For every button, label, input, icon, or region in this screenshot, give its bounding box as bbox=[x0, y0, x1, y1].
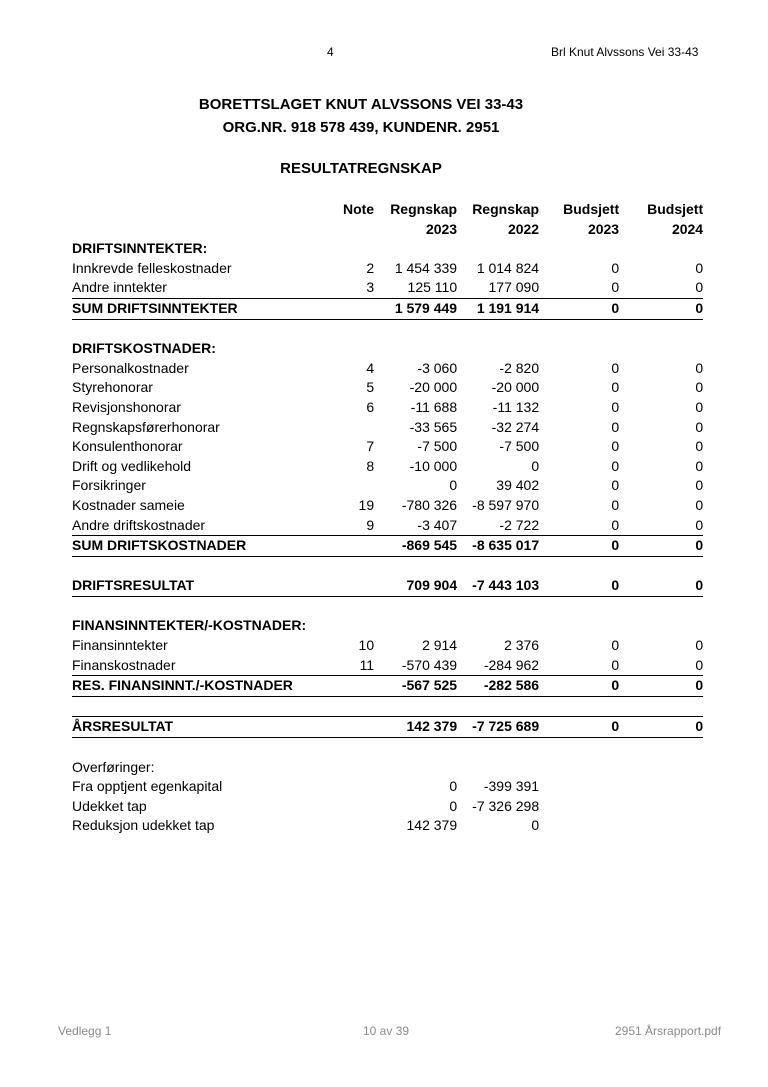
column-year-row bbox=[72, 220, 703, 240]
row-budsjett-2023: 0 bbox=[539, 298, 619, 319]
row-regnskap-2022: -282 586 bbox=[457, 676, 539, 697]
row-regnskap-2023: -570 439 bbox=[374, 656, 457, 676]
row-regnskap-2022: -284 962 bbox=[457, 656, 539, 676]
transfer-label: Udekket tap bbox=[72, 797, 147, 814]
transfer-label: Reduksjon udekket tap bbox=[72, 817, 215, 834]
row-note: 5 bbox=[366, 379, 375, 396]
row-budsjett-2024: 0 bbox=[619, 656, 703, 676]
section-driftsinntekter: DRIFTSINNTEKTER: bbox=[72, 240, 208, 257]
row-budsjett-2024: 0 bbox=[695, 438, 704, 455]
row-note: 10 bbox=[358, 637, 375, 654]
row-regnskap-2022: -7 443 103 bbox=[457, 576, 539, 596]
row-label: DRIFTSRESULTAT bbox=[72, 576, 306, 596]
row-regnskap-2023: 1 579 449 bbox=[374, 298, 457, 319]
row-regnskap-2022: 1 191 914 bbox=[457, 298, 539, 319]
row-note: 19 bbox=[358, 496, 375, 513]
row-label: Kostnader sameie bbox=[72, 496, 185, 513]
row-label: Personalkostnader bbox=[72, 359, 189, 376]
transfer-2023: 142 379 bbox=[406, 817, 458, 834]
res-finans-row bbox=[72, 676, 703, 697]
row-budsjett-2023: 0 bbox=[611, 379, 620, 396]
row-budsjett-2023: 0 bbox=[611, 637, 620, 654]
row-label: Finanskostnader bbox=[72, 656, 306, 676]
row-label: Revisjonshonorar bbox=[72, 398, 181, 415]
row-note bbox=[306, 298, 374, 319]
budget-year-2023-header: 2023 bbox=[587, 220, 620, 237]
row-budsjett-2023: 0 bbox=[611, 359, 620, 376]
row-budsjett-2023: 0 bbox=[539, 278, 619, 298]
arsresultat-row bbox=[72, 717, 703, 738]
row-regnskap-2022: -7 725 689 bbox=[457, 717, 539, 738]
section-finans: FINANSINNTEKTER/-KOSTNADER: bbox=[72, 617, 307, 634]
sum-driftsinntekter-row bbox=[72, 298, 703, 319]
row-label: Finansinntekter bbox=[72, 637, 168, 654]
row-budsjett-2024: 0 bbox=[619, 278, 703, 298]
table-row bbox=[72, 516, 703, 536]
table-row bbox=[72, 398, 703, 418]
transfer-row bbox=[72, 777, 703, 797]
row-note: 3 bbox=[306, 278, 374, 298]
row-budsjett-2023: 0 bbox=[539, 656, 619, 676]
row-note: 8 bbox=[366, 457, 375, 474]
row-budsjett-2024: 0 bbox=[619, 516, 703, 536]
year-2022-header: 2022 bbox=[507, 220, 540, 237]
income-statement-table bbox=[72, 200, 703, 836]
row-label: ÅRSRESULTAT bbox=[72, 717, 306, 738]
page-number: 4 bbox=[327, 45, 334, 59]
row-note bbox=[306, 476, 374, 496]
row-regnskap-2023: 125 110 bbox=[374, 278, 457, 298]
sum-driftskostnader-row bbox=[72, 536, 703, 557]
row-label: Andre driftskostnader bbox=[72, 516, 306, 536]
row-regnskap-2023: -20 000 bbox=[409, 379, 458, 396]
row-regnskap-2022: -2 820 bbox=[499, 359, 540, 376]
row-regnskap-2023: -33 565 bbox=[409, 418, 458, 435]
row-label: Konsulenthonorar bbox=[72, 438, 183, 455]
row-regnskap-2023: 142 379 bbox=[374, 717, 457, 738]
transfers-heading: Overføringer: bbox=[72, 758, 155, 775]
row-regnskap-2023: -780 326 bbox=[401, 496, 458, 513]
table-row bbox=[72, 476, 703, 496]
row-regnskap-2023: -3 060 bbox=[417, 359, 458, 376]
row-note: 11 bbox=[306, 656, 374, 676]
row-regnskap-2023: 1 454 339 bbox=[394, 259, 458, 276]
row-note bbox=[306, 536, 374, 557]
row-budsjett-2024: 0 bbox=[619, 717, 703, 738]
regnskap-2023-header: Regnskap bbox=[390, 201, 458, 217]
row-regnskap-2022: -32 274 bbox=[491, 418, 540, 435]
row-note: 6 bbox=[366, 398, 375, 415]
transfer-row bbox=[72, 797, 703, 817]
row-budsjett-2023: 0 bbox=[611, 477, 620, 494]
row-budsjett-2024: 0 bbox=[695, 398, 704, 415]
row-label: Styrehonorar bbox=[72, 379, 153, 396]
budsjett-2024-header: Budsjett bbox=[647, 201, 704, 217]
row-label: Andre inntekter bbox=[72, 278, 306, 298]
transfer-2022: -399 391 bbox=[483, 778, 540, 795]
note-header: Note bbox=[342, 201, 375, 217]
row-budsjett-2024: 0 bbox=[695, 477, 704, 494]
row-note: 9 bbox=[306, 516, 374, 536]
footer-attachment: Vedlegg 1 bbox=[58, 1024, 112, 1038]
transfer-2022: 0 bbox=[531, 817, 540, 834]
row-budsjett-2024: 0 bbox=[695, 259, 704, 276]
row-label: RES. FINANSINNT./-KOSTNADER bbox=[72, 676, 306, 697]
report-title: RESULTATREGNSKAP bbox=[280, 160, 442, 177]
row-budsjett-2023: 0 bbox=[539, 576, 619, 596]
row-note bbox=[306, 576, 374, 596]
row-regnskap-2023: 709 904 bbox=[374, 576, 457, 596]
table-row bbox=[72, 259, 703, 279]
table-row bbox=[72, 656, 703, 676]
row-budsjett-2024: 0 bbox=[695, 496, 704, 513]
company-header: Brl Knut Alvssons Vei 33-43 bbox=[551, 45, 699, 59]
driftsresultat-row bbox=[72, 576, 703, 596]
row-regnskap-2022: -8 597 970 bbox=[472, 496, 540, 513]
row-note: 2 bbox=[366, 259, 375, 276]
row-regnskap-2023: -869 545 bbox=[374, 536, 457, 557]
row-budsjett-2024: 0 bbox=[619, 676, 703, 697]
row-regnskap-2022: 39 402 bbox=[496, 477, 540, 494]
row-note: 7 bbox=[366, 438, 375, 455]
table-row bbox=[72, 418, 703, 438]
transfer-2023: 0 bbox=[449, 797, 458, 814]
row-regnskap-2022: 0 bbox=[531, 457, 540, 474]
transfers-heading-row bbox=[72, 758, 703, 778]
footer-page-count: 10 av 39 bbox=[363, 1024, 410, 1038]
table-row bbox=[72, 359, 703, 379]
row-note: 4 bbox=[366, 359, 375, 376]
row-regnskap-2023: 0 bbox=[449, 477, 458, 494]
row-budsjett-2023: 0 bbox=[611, 259, 620, 276]
row-regnskap-2022: -20 000 bbox=[491, 379, 540, 396]
row-note bbox=[306, 676, 374, 697]
row-budsjett-2023: 0 bbox=[539, 536, 619, 557]
row-budsjett-2023: 0 bbox=[539, 516, 619, 536]
row-regnskap-2023: -3 407 bbox=[374, 516, 457, 536]
company-title: BORETTSLAGET KNUT ALVSSONS VEI 33-43 bbox=[198, 96, 524, 113]
org-number: ORG.NR. 918 578 439, KUNDENR. 2951 bbox=[222, 119, 500, 136]
row-budsjett-2024: 0 bbox=[619, 298, 703, 319]
row-label: Innkrevde felleskostnader bbox=[72, 259, 232, 276]
row-regnskap-2023: -10 000 bbox=[409, 457, 458, 474]
table-row bbox=[72, 457, 703, 477]
row-regnskap-2022: -11 132 bbox=[492, 398, 540, 415]
row-regnskap-2022: -7 500 bbox=[499, 438, 540, 455]
row-note bbox=[306, 717, 374, 738]
row-regnskap-2023: -7 500 bbox=[417, 438, 458, 455]
transfer-row bbox=[72, 816, 703, 836]
transfer-2022: -7 326 298 bbox=[472, 797, 540, 814]
row-regnskap-2022: -8 635 017 bbox=[457, 536, 539, 557]
row-regnskap-2022: 2 376 bbox=[504, 637, 540, 654]
table-row bbox=[72, 496, 703, 516]
budsjett-2023-header: Budsjett bbox=[563, 201, 620, 217]
row-label: Drift og vedlikehold bbox=[72, 457, 192, 474]
row-budsjett-2023: 0 bbox=[611, 496, 620, 513]
row-regnskap-2023: -567 525 bbox=[374, 676, 457, 697]
transfer-2023: 0 bbox=[449, 778, 458, 795]
row-label: Forsikringer bbox=[72, 477, 146, 494]
row-budsjett-2023: 0 bbox=[611, 398, 620, 415]
column-header-row bbox=[72, 200, 703, 220]
row-budsjett-2024: 0 bbox=[695, 359, 704, 376]
row-budsjett-2023: 0 bbox=[611, 438, 620, 455]
row-regnskap-2022: 1 014 824 bbox=[476, 259, 540, 276]
footer-filename: 2951 Årsrapport.pdf bbox=[615, 1024, 722, 1038]
row-budsjett-2023: 0 bbox=[611, 457, 620, 474]
table-row bbox=[72, 437, 703, 457]
row-label: SUM DRIFTSKOSTNADER bbox=[72, 536, 306, 557]
section-driftskostnader: DRIFTSKOSTNADER: bbox=[72, 340, 216, 357]
row-regnskap-2023: 2 914 bbox=[422, 637, 458, 654]
row-budsjett-2024: 0 bbox=[619, 536, 703, 557]
row-budsjett-2023: 0 bbox=[611, 418, 620, 435]
row-regnskap-2023: -11 688 bbox=[410, 398, 458, 415]
row-regnskap-2022: -2 722 bbox=[457, 516, 539, 536]
row-budsjett-2024: 0 bbox=[695, 457, 704, 474]
row-regnskap-2022: 177 090 bbox=[457, 278, 539, 298]
row-label: SUM DRIFTSINNTEKTER bbox=[72, 298, 306, 319]
row-budsjett-2024: 0 bbox=[619, 576, 703, 596]
table-row bbox=[72, 278, 703, 298]
table-row bbox=[72, 636, 703, 656]
row-budsjett-2024: 0 bbox=[695, 379, 704, 396]
table-row bbox=[72, 378, 703, 398]
year-2023-header: 2023 bbox=[425, 220, 458, 237]
regnskap-2022-header: Regnskap bbox=[472, 201, 540, 217]
row-budsjett-2023: 0 bbox=[539, 717, 619, 738]
row-note bbox=[306, 418, 374, 438]
row-budsjett-2024: 0 bbox=[695, 418, 704, 435]
row-label: Regnskapsførerhonorar bbox=[72, 418, 220, 435]
row-budsjett-2024: 0 bbox=[695, 637, 704, 654]
transfer-label: Fra opptjent egenkapital bbox=[72, 778, 223, 795]
budget-year-2024-header: 2024 bbox=[671, 220, 704, 237]
row-budsjett-2023: 0 bbox=[539, 676, 619, 697]
